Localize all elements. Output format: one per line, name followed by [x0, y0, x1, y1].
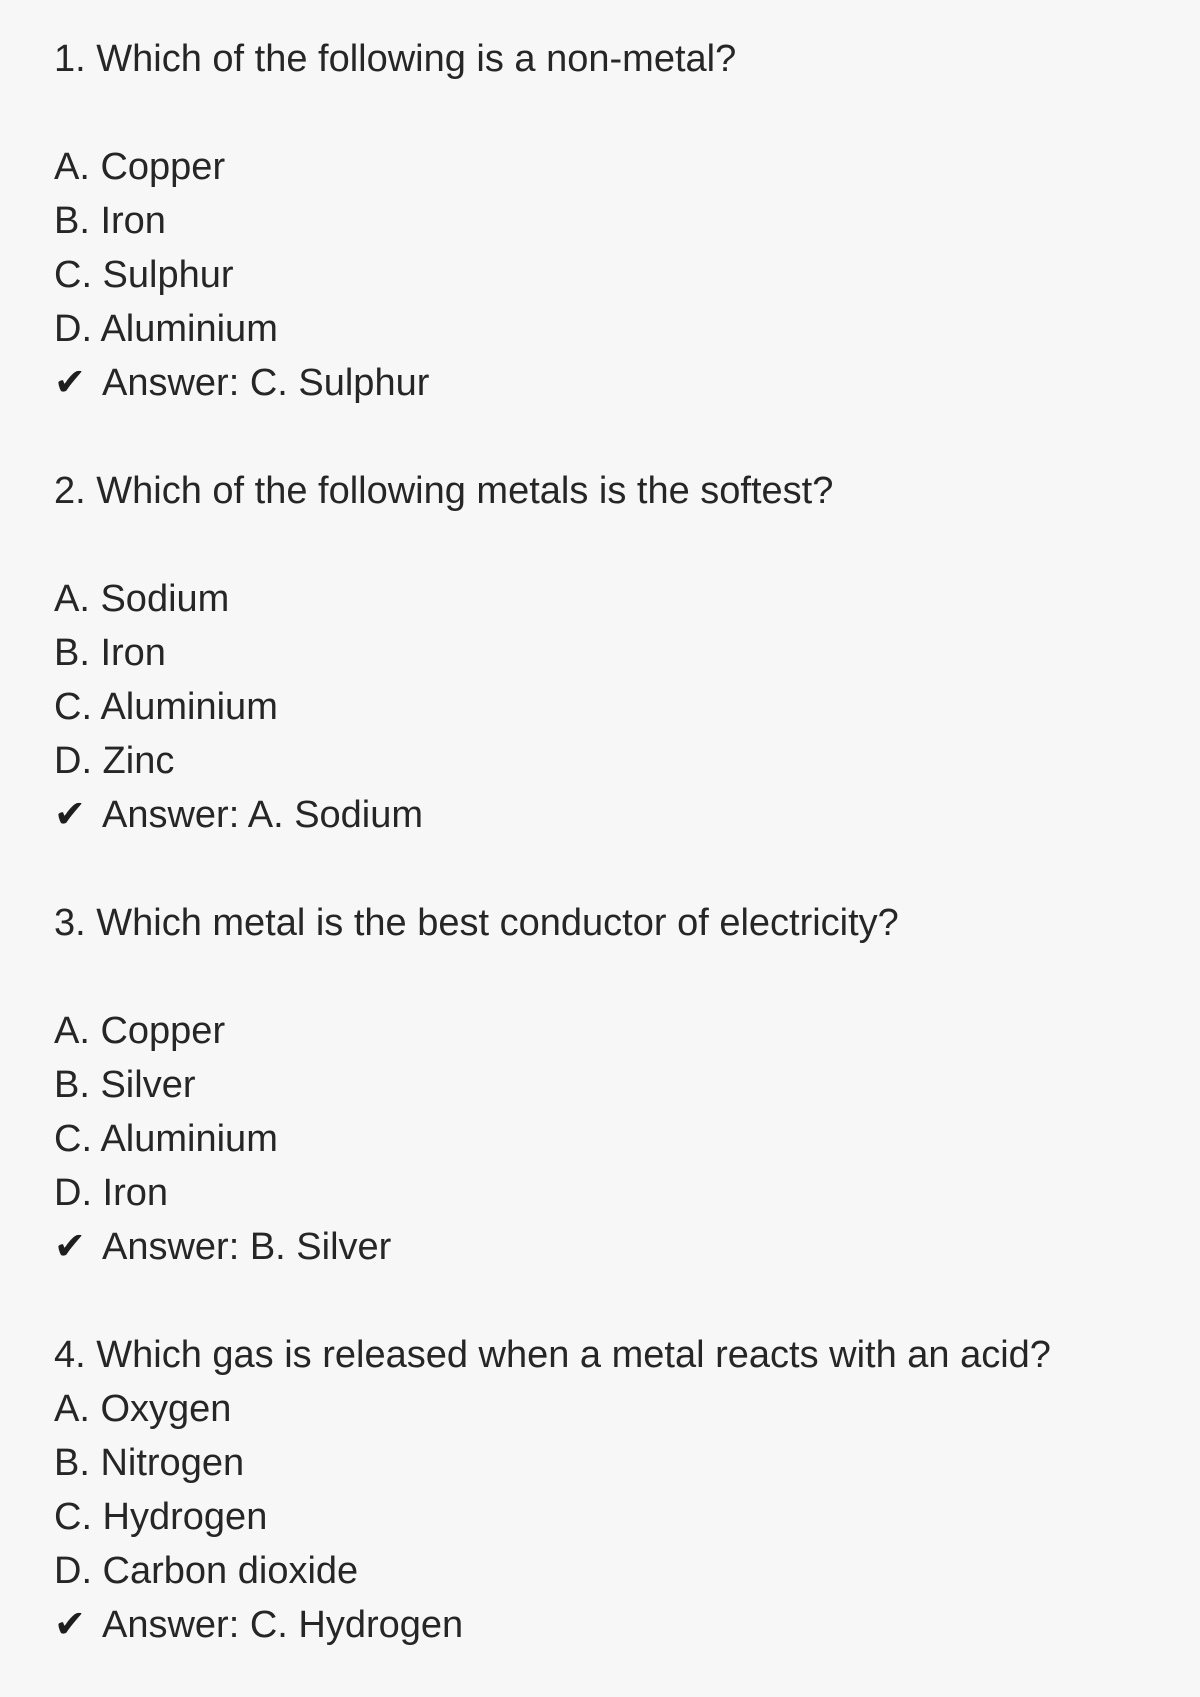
option-b: B. Iron — [54, 632, 166, 674]
option-a: A. Copper — [54, 146, 226, 188]
answer-line — [54, 356, 1160, 410]
option-b: B. Silver — [54, 1064, 196, 1106]
option-d: D. Zinc — [54, 740, 175, 782]
answer-text: Answer: C. Hydrogen — [102, 1604, 464, 1646]
question-text: 2. Which of the following metals is the softest? — [54, 470, 834, 512]
check-mark-icon: ✔ — [54, 362, 86, 404]
option-c: C. Hydrogen — [54, 1496, 268, 1538]
question-block — [54, 1328, 1160, 1652]
option-d: D. Aluminium — [54, 308, 278, 350]
question-text: 4. Which gas is released when a metal reacts with an acid? — [54, 1334, 1051, 1376]
question-text: 3. Which metal is the best conductor of electricity? — [54, 902, 899, 944]
option-c: C. Aluminium — [54, 1118, 278, 1160]
check-mark-icon: ✔ — [54, 1604, 86, 1646]
answer-line — [54, 1598, 1160, 1652]
option-a: A. Oxygen — [54, 1388, 232, 1430]
answer-line — [54, 788, 1160, 842]
question-block — [54, 464, 1160, 842]
answer-line — [54, 1220, 1160, 1274]
option-a: A. Sodium — [54, 578, 230, 620]
option-b: B. Nitrogen — [54, 1442, 245, 1484]
check-mark-icon: ✔ — [54, 794, 86, 836]
option-a: A. Copper — [54, 1010, 226, 1052]
answer-text: Answer: C. Sulphur — [102, 362, 430, 404]
option-b: B. Iron — [54, 200, 166, 242]
question-text: 1. Which of the following is a non-metal? — [54, 38, 737, 80]
answer-text: Answer: A. Sodium — [102, 794, 424, 836]
option-c: C. Sulphur — [54, 254, 234, 296]
question-block — [54, 32, 1160, 410]
check-mark-icon: ✔ — [54, 1226, 86, 1268]
answer-text: Answer: B. Silver — [102, 1226, 392, 1268]
option-d: D. Iron — [54, 1172, 169, 1214]
option-d: D. Carbon dioxide — [54, 1550, 359, 1592]
option-c: C. Aluminium — [54, 686, 278, 728]
question-block — [54, 896, 1160, 1274]
quiz-list — [54, 32, 1160, 1652]
